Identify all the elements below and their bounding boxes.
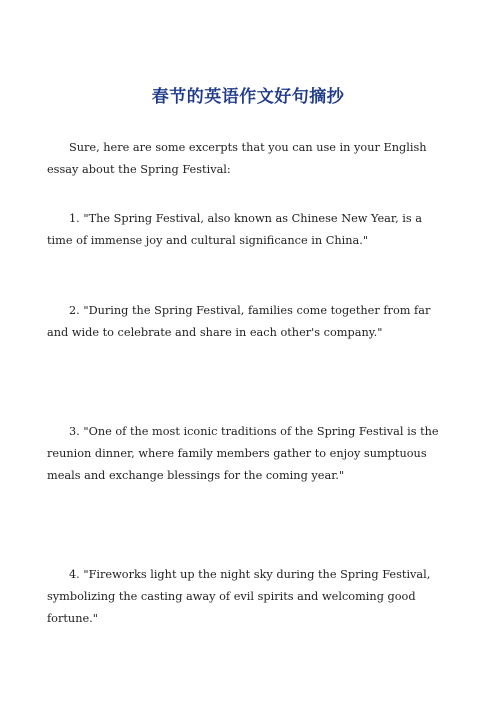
intro-paragraph: Sure, here are some excerpts that you can use in your English essay about the Spring Festival: xyxy=(47,141,427,176)
excerpt-paragraph-4: 4. "Fireworks light up the night sky during the Spring Festival, symbolizing the casting away of evil spirits and welcoming good fortune." xyxy=(47,568,431,625)
excerpt-paragraph-2: 2. "During the Spring Festival, families come together from far and wide to celebrate and share in each other's company." xyxy=(47,304,431,339)
excerpt-paragraph-3: 3. "One of the most iconic traditions of the Spring Festival is the reunion dinner, where family members gather to enjoy sumptuous meals and exchange blessings for the coming year." xyxy=(47,425,439,482)
excerpt-paragraph-1: 1. "The Spring Festival, also known as Chinese New Year, is a time of immense joy and cultural significance in China." xyxy=(47,212,422,247)
document-title: 春节的英语作文好句摘抄 xyxy=(151,87,345,107)
